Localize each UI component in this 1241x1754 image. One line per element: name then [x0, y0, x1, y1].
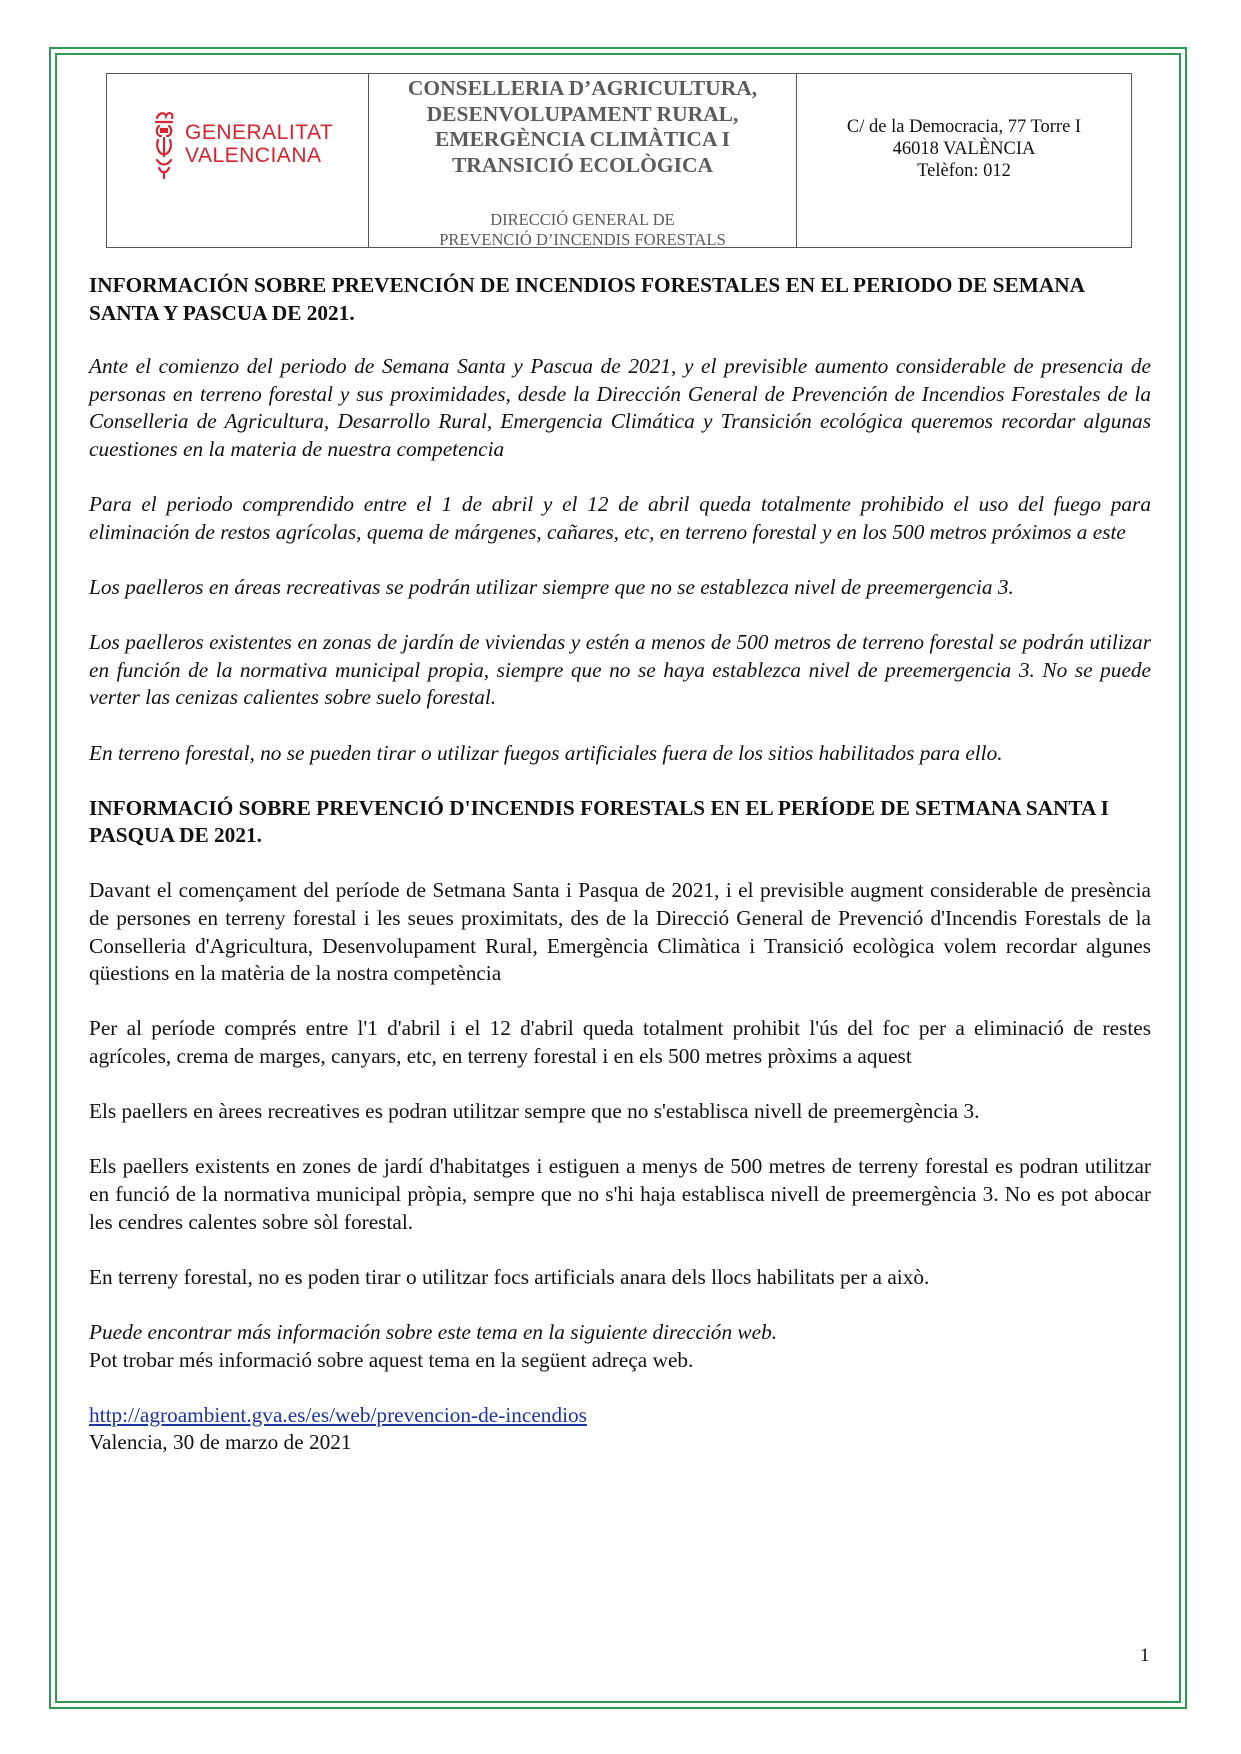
more-info-valencian: Pot trobar més informació sobre aquest tema en la següent adreça web. [89, 1347, 694, 1372]
valencian-paragraph-1: Davant el començament del període de Setmana Santa i Pasqua de 2021, i el previsible augment considerable de presència de persones en terreny forestal i les seues proximitats, des de la Direcció General de Prevenció d'Incendis Forestals de la Conselleria d'Agricultura, Desenvolupament Rural, Emergència Climàtica i Transició ecològica volem recordar algunes qüestions en la matèria de la nostra competència [89, 878, 1151, 986]
spanish-paragraph-4: Los paelleros existentes en zonas de jardín de viviendas y estén a menos de 500 metros de terreno forestal se podrán utilizar en función de la normativa municipal propia, siempre que no se haya establezca nivel de preemergencia 3. No se puede verter las cenizas calientes sobre suelo forestal. [89, 630, 1151, 710]
spanish-paragraph-3: Los paelleros en áreas recreativas se podrán utilizar siempre que no se establezca nivel de preemergencia 3. [89, 574, 1014, 599]
valencian-paragraph-2: Per al període comprés entre l'1 d'abril i el 12 d'abril queda totalment prohibit l'ús del foc per a eliminació de restes agrícoles, crema de marges, canyars, etc, en terreny forestal i en els 500 metres pròxims a aquest [89, 1016, 1151, 1069]
spanish-paragraph-1: Ante el comienzo del periodo de Semana Santa y Pascua de 2021, y el previsible aumento considerable de presencia de personas en terreno forestal y sus proximidades, desde la Dirección General de Prevención de Incendios Forestales de la Conselleria de Agricultura, Desarrollo Rural, Emergencia Climática y Transición ecológica queremos recordar algunas cuestiones en la materia de nuestra competencia [89, 354, 1151, 461]
document-body [89, 272, 1151, 1457]
spanish-paragraph-2: Para el periodo comprendido entre el 1 de abril y el 12 de abril queda totalmente prohibido el uso del fuego para eliminación de restos agrícolas, quema de márgenes, cañares, etc, en terreno forestal y en los 500 metros próximos a este [89, 492, 1151, 544]
letterhead-address-cell [797, 74, 1131, 247]
spanish-title: INFORMACIÓN SOBRE PREVENCIÓN DE INCENDIOS FORESTALES EN EL PERIODO DE SEMANA SANTA Y PASCUA DE 2021. [89, 273, 1084, 325]
prevention-web-link[interactable]: http://agroambient.gva.es/es/web/prevencion-de-incendios [89, 1402, 587, 1427]
valencian-paragraph-5: En terreny forestal, no es poden tirar o utilitzar focs artificials anara dels llocs habilitats per a això. [89, 1264, 930, 1289]
logo-line-valenciana: VALENCIANA [185, 144, 322, 167]
department-name: CONSELLERIA D’AGRICULTURA, DESENVOLUPAMENT RURAL, EMERGÈNCIA CLIMÀTICA I TRANSICIÓ ECOLÒGICA [407, 76, 758, 177]
document-date: Valencia, 30 de marzo de 2021 [89, 1430, 352, 1455]
spanish-paragraph-5: En terreno forestal, no se pueden tirar o utilizar fuegos artificiales fuera de los sitios habilitados para ello. [89, 740, 1003, 765]
department-address: C/ de la Democracia, 77 Torre I 46018 VALÈNCIA Telèfon: 012 [846, 117, 1082, 181]
letterhead-department-cell [369, 74, 797, 247]
generalitat-valenciana-emblem-icon [151, 108, 177, 180]
letterhead-logo-cell [107, 74, 369, 247]
directorate-name: DIRECCIÓ GENERAL DE PREVENCIÓ D’INCENDIS FORESTALS [439, 210, 726, 249]
valencian-paragraph-4: Els paellers existents en zones de jardí d'habitatges i estiguen a menys de 500 metres de terreny forestal es podran utilitzar en funció de la normativa municipal pròpia, sempre que no s'hi haja establisca nivell de preemergència 3. No es pot abocar les cendres calentes sobre sòl forestal. [89, 1154, 1151, 1234]
page-number: 1 [1140, 1645, 1150, 1666]
letterhead [106, 73, 1132, 248]
generalitat-logo-text [185, 121, 333, 167]
more-info-spanish: Puede encontrar más información sobre este tema en la siguiente dirección web. [89, 1319, 778, 1344]
valencian-title: INFORMACIÓ SOBRE PREVENCIÓ D'INCENDIS FORESTALS EN EL PERÍODE DE SETMANA SANTA I PASQUA DE 2021. [89, 795, 1109, 848]
valencian-paragraph-3: Els paellers en àrees recreatives es podran utilitzar sempre que no s'establisca nivell de preemergència 3. [89, 1099, 980, 1124]
generalitat-logo [151, 108, 333, 180]
logo-line-generalitat: GENERALITAT [185, 121, 334, 144]
